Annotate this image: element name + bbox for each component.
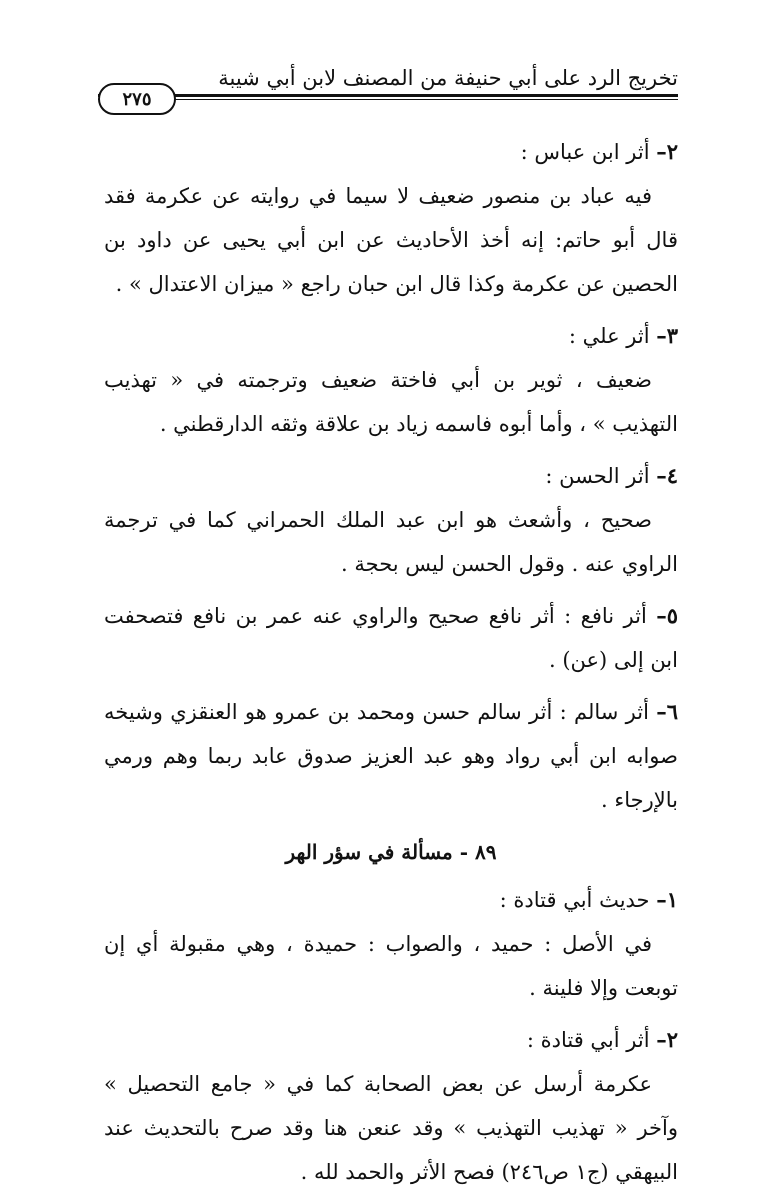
item-heading-abu-qatada-hadith	[104, 878, 678, 922]
paragraph-hasan: صحيح ، وأشعث هو ابن عبد الملك الحمراني كما في ترجمة الراوي عنه . وقول الحسن ليس بحجة .	[104, 508, 678, 576]
item-heading-hasan	[104, 454, 678, 498]
item-number: ١–	[656, 887, 678, 912]
item-text: أثر سالم : أثر سالم حسن ومحمد بن عمرو هو العنقزي وشيخه صوابه ابن أبي رواد وهو عبد العزيز صدوق عابد ربما وهم ورمي بالإرجاء .	[104, 700, 678, 812]
page-number: ٢٧٥	[98, 83, 176, 115]
page-header	[98, 66, 678, 112]
item-salim	[104, 690, 678, 822]
item-heading-ali	[104, 314, 678, 358]
item-heading-text: أثر الحسن :	[545, 464, 657, 488]
item-number: ٥–	[656, 603, 678, 628]
running-title: تخريج الرد على أبي حنيفة من المصنف لابن أبي شيبة	[218, 66, 678, 90]
item-number: ٢–	[656, 139, 678, 164]
section-title: ٨٩ - مسألة في سؤر الهر	[285, 840, 497, 864]
header-rule-thin	[98, 99, 678, 100]
item-nafi	[104, 594, 678, 682]
item-number: ٦–	[656, 699, 678, 724]
item-heading-ibn-abbas	[104, 130, 678, 174]
paragraph-abu-qatada-hadith: في الأصل : حميد ، والصواب : حميدة ، وهي مقبولة أي إن توبعت وإلا فلينة .	[104, 932, 678, 1000]
item-number: ٤–	[656, 463, 678, 488]
paragraph-ibn-abbas: فيه عباد بن منصور ضعيف لا سيما في روايته عن عكرمة فقد قال أبو حاتم: إنه أخذ الأحاديث عن ابن أبي يحيى عن داود بن الحصين عن عكرمة وكذا قال ابن حبان راجع « ميزان الاعتدال » .	[104, 184, 678, 296]
page-body	[104, 130, 678, 1202]
item-number: ٢–	[656, 1027, 678, 1052]
item-heading-text: حديث أبي قتادة :	[499, 888, 657, 912]
paragraph-abu-qatada-athar: عكرمة أرسل عن بعض الصحابة كما في « جامع التحصيل » وآخر « تهذيب التهذيب » وقد عنعن هنا وقد صرح بالتحديث عند البيهقي (ج١ ص٢٤٦) فصح الأثر والحمد لله .	[104, 1072, 678, 1184]
item-heading-text: أثر ابن عباس :	[520, 140, 657, 164]
item-heading-abu-qatada-athar	[104, 1018, 678, 1062]
item-number: ٣–	[656, 323, 678, 348]
paragraph-ali: ضعيف ، ثوير بن أبي فاختة ضعيف وترجمته في « تهذيب التهذيب » ، وأما أبوه فاسمه زياد بن علاقة وثقه الدارقطني .	[104, 368, 678, 436]
header-rule-thick	[98, 94, 678, 97]
item-text: أثر نافع : أثر نافع صحيح والراوي عنه عمر بن نافع فتصحفت ابن إلى (عن) .	[104, 604, 678, 672]
item-heading-text: أثر أبي قتادة :	[526, 1028, 657, 1052]
item-heading-text: أثر علي :	[568, 324, 657, 348]
